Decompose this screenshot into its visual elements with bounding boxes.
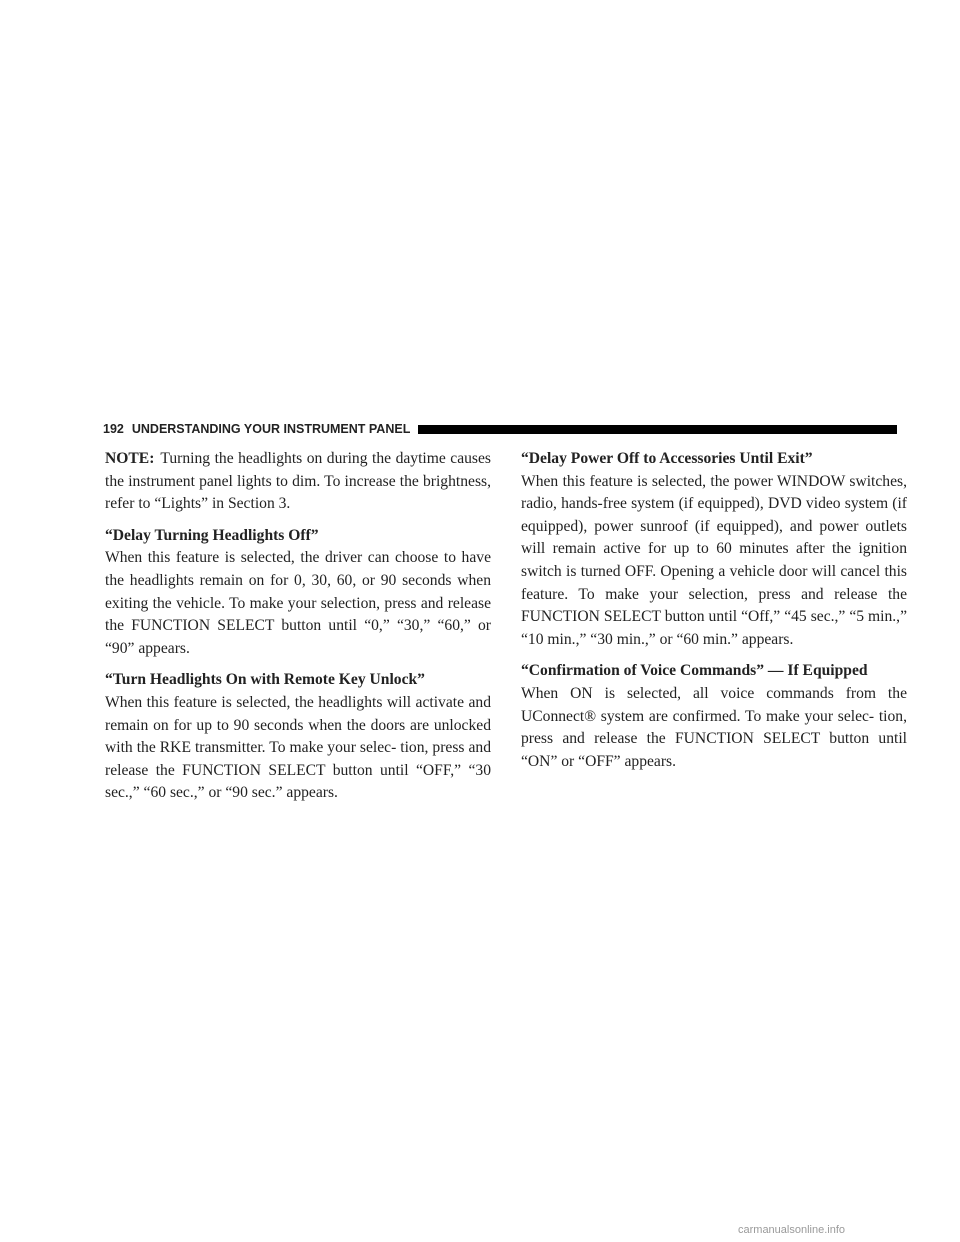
watermark-text: carmanualsonline.info [738, 1224, 846, 1236]
section-body-delay-headlights: When this feature is selected, the driver can choose to have the headlights remain on for 0, 30, 60, or 90 seconds when exiting the vehicle. To make your selection, press and release the FUNCTION SELECT button until “0,” “30,” “60,” or “90” appears. [105, 549, 491, 657]
section-heading-delay-power-off: “Delay Power Off to Accessories Until Exit” [521, 450, 813, 467]
section-heading-voice-commands: “Confirmation of Voice Commands” — If Equipped [521, 662, 868, 680]
section-body-delay-power-off: When this feature is selected, the power WINDOW switches, radio, hands-free system (if equipped), DVD video system (if equipped), power sunroof (if equipped), and power outlets will remain active for up to 60 minutes after the ignition switch is turned OFF. Opening a vehicle door will cancel this feature. To make your selection, press and release the FUNCTION SELECT button until “Off,” “45 sec.,” “5 min.,” “10 min.,” “30 min.,” or “60 min.” appears. [521, 472, 907, 648]
section-heading-delay-headlights: “Delay Turning Headlights Off” [105, 526, 319, 544]
section-heading-remote-key-unlock: “Turn Headlights On with Remote Key Unlock” [105, 671, 425, 689]
page-header [103, 421, 897, 437]
left-column [105, 448, 491, 814]
header-rule [418, 425, 897, 434]
section-body-voice-commands: When ON is selected, all voice commands from the UConnect® system are confirmed. To make your selec- tion, press and release the FUNCTION SELECT button until “ON” or “OFF” appears. [521, 684, 907, 770]
section-title: UNDERSTANDING YOUR INSTRUMENT PANEL [131, 422, 411, 436]
section-body-remote-key-unlock: When this feature is selected, the headlights will activate and remain on for up to 90 seconds when the doors are unlocked with the RKE transmitter. To make your selec- tion, press and release the FUNCTION SELECT button until “OFF,” “30 sec.,” “60 sec.,” or “90 sec.” appears. [105, 693, 491, 802]
note-label: NOTE: [105, 450, 155, 467]
note-paragraph [105, 448, 491, 516]
note-text: Turning the headlights on during the daytime causes the instrument panel lights to dim. To increase the brightness, refer to “Lights” in Section 3. [105, 450, 491, 513]
page-number: 192 [103, 422, 124, 436]
right-column [521, 448, 907, 782]
